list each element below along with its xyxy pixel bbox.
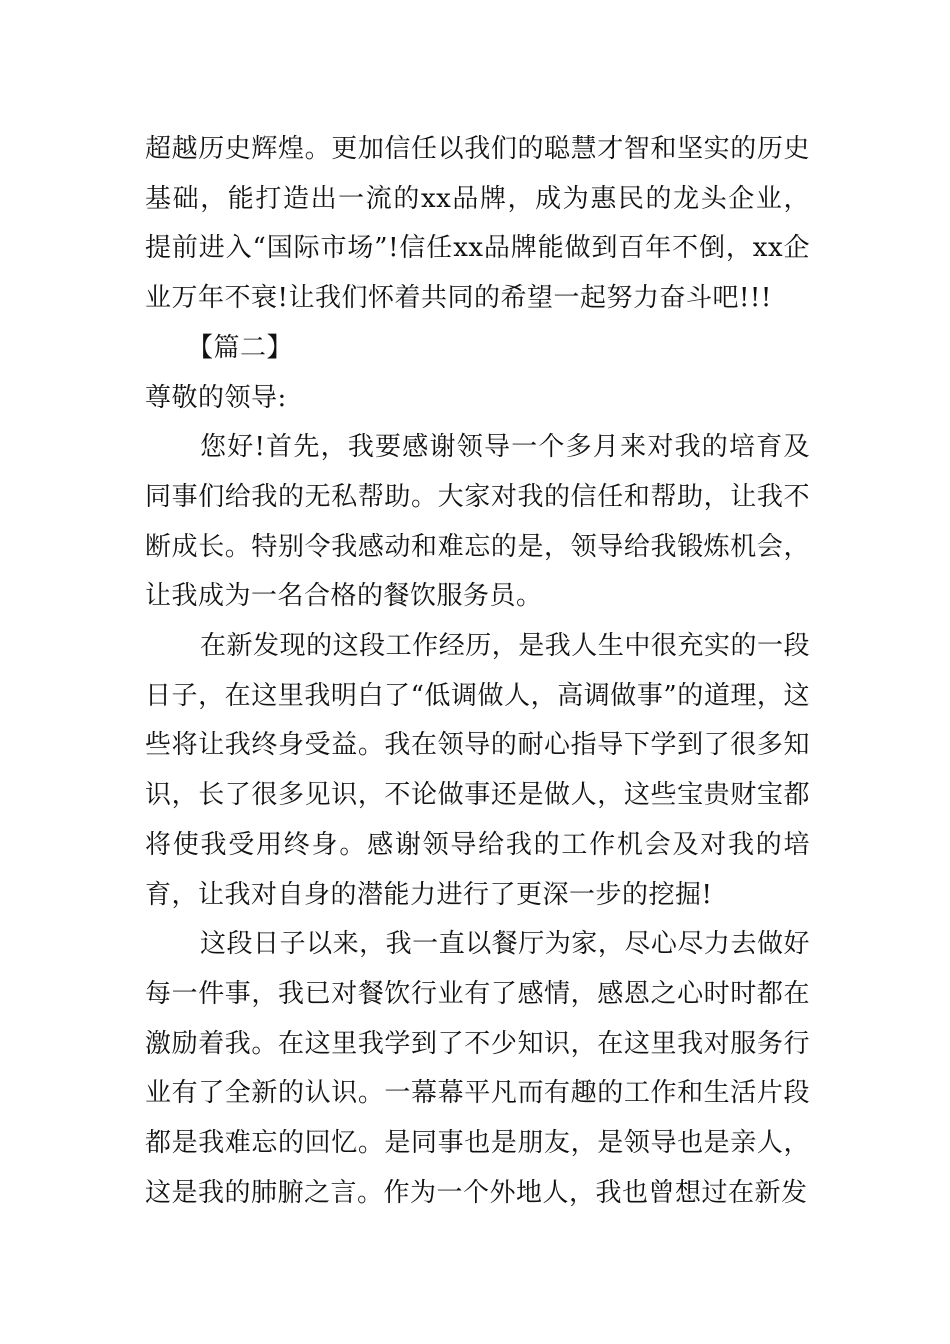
paragraph-experience: 在新发现的这段工作经历，是我人生中很充实的一段日子，在这里我明白了“低调做人，高调做事”的道理，这些将让我终身受益。我在领导的耐心指导下学到了很多知识，长了很多见识，不论做事还是做人，这些宝贵财宝都将使我受用终身。感谢领导给我的工作机会及对我的培育，让我对自身的潜能力进行了更深一步的挖掘! [145,631,810,910]
document-body [145,125,810,1218]
salutation: 尊敬的领导: [145,382,287,413]
paragraph-greeting: 您好!首先，我要感谢领导一个多月来对我的培育及同事们给我的无私帮助。大家对我的信任和帮助，让我不断成长。特别令我感动和难忘的是，领导给我锻炼机会，让我成为一名合格的餐饮服务员。 [145,432,810,612]
section-heading: 【篇二】 [187,332,294,363]
paragraph-reflection: 这段日子以来，我一直以餐厅为家，尽心尽力去做好每一件事，我已对餐饮行业有了感情，感恩之心时时都在激励着我。在这里我学到了不少知识，在这里我对服务行业有了全新的认识。一幕幕平凡而有趣的工作和生活片段都是我难忘的回忆。是同事也是朋友，是领导也是亲人，这是我的肺腑之言。作为一个外地人，我也曾想过在新发 [145,929,810,1208]
paragraph-continuation: 超越历史辉煌。更加信任以我们的聪慧才智和坚实的历史基础，能打造出一流的xx品牌，成为惠民的龙头企业，提前进入“国际市场”!信任xx品牌能做到百年不倒，xx企业万年不衰!让我们怀着共同的希望一起努力奋斗吧!!! [145,134,810,314]
